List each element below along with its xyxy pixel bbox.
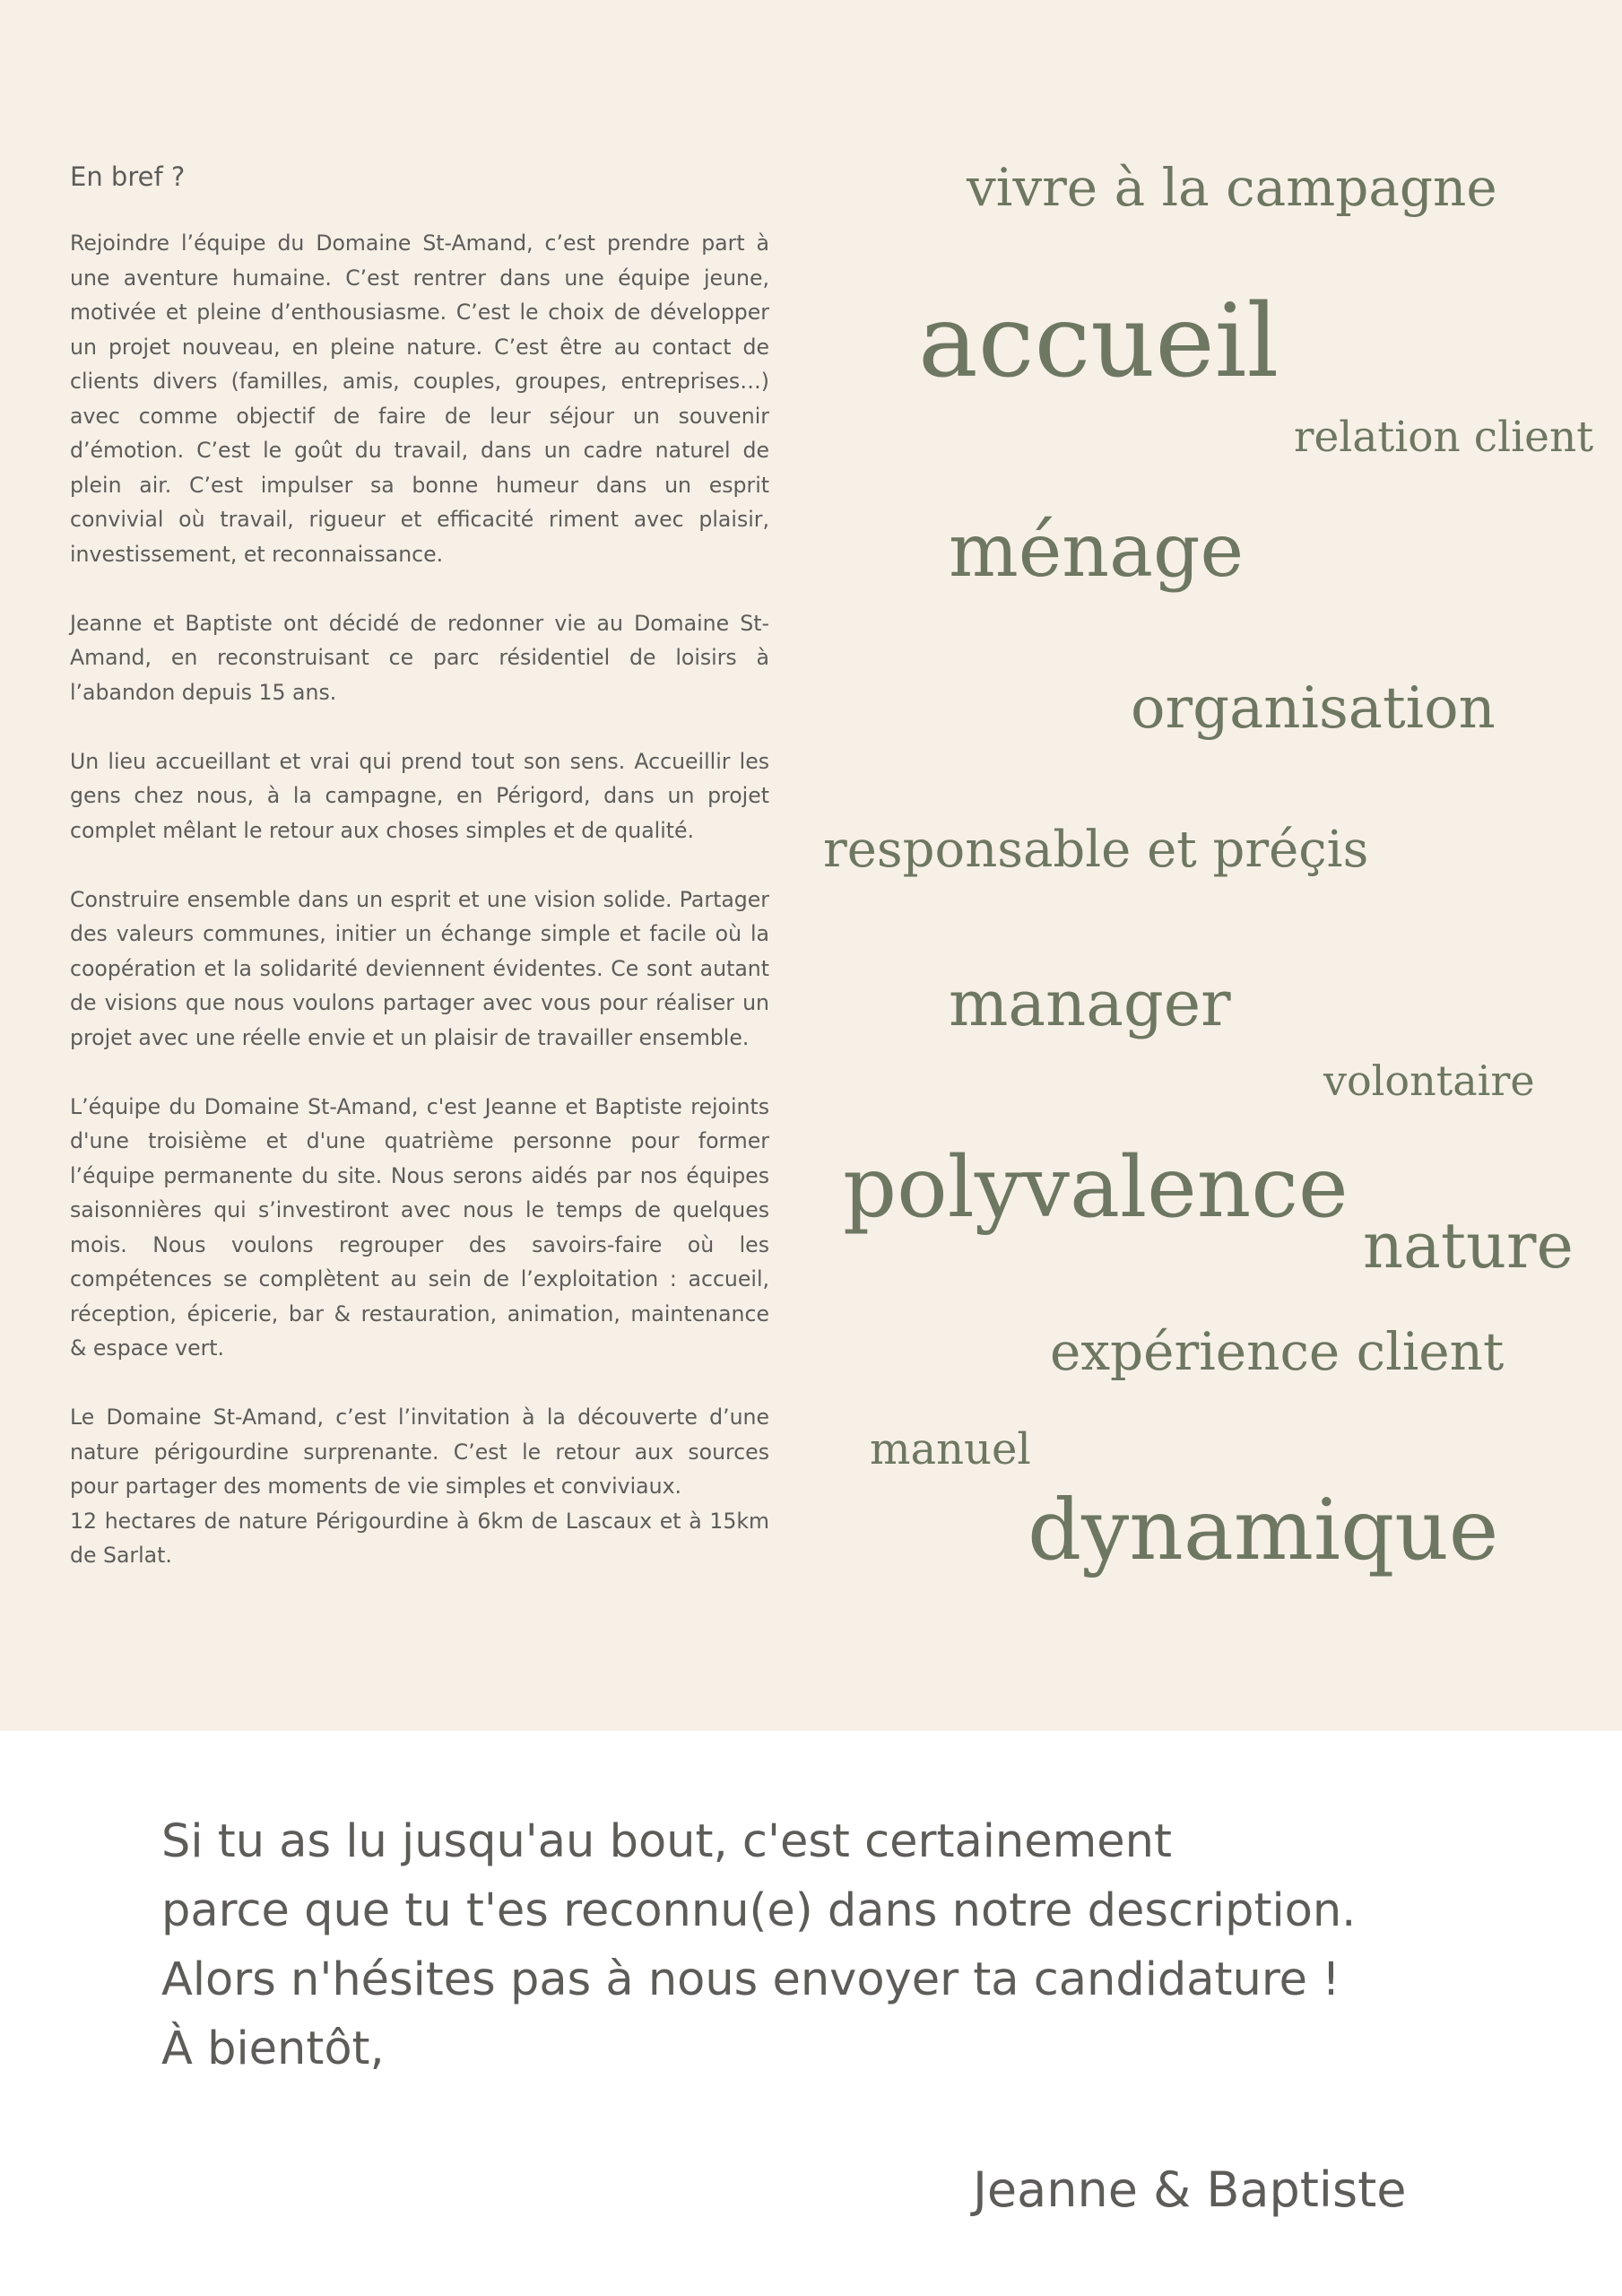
word-organisation: organisation (1131, 675, 1496, 742)
word-manuel: manuel (870, 1424, 1031, 1474)
intro-paragraph-3: Un lieu accueillant et vrai qui prend tout son sens. Accueillir les gens chez nous, à la campagne, en Périgord, dans un projet complet mêlant le retour aux choses simples et de qualité. (70, 748, 769, 843)
closing-line-3: Alors n'hésites pas à nous envoyer ta candidature ! (161, 1953, 1340, 2006)
word-volontaire: volontaire (1323, 1057, 1535, 1105)
intro-paragraph-5: L’équipe du Domaine St-Amand, c'est Jeanne et Baptiste rejoints d'une troisième et d'une quatrième personne pour former l’équipe permanente du site. Nous serons aidés par nos équipes saisonnières qui s’investiront avec nous le temps de quelques mois. Nous voulons regrouper des savoirs-faire où les compétences se complètent au sein de l’exploitation : accueil, réception, épicerie, bar & restauration, animation, maintenance & espace vert. (70, 1093, 769, 1361)
closing-line-1: Si tu as lu jusqu'au bout, c'est certainement (161, 1815, 1173, 1868)
intro-paragraph-4: Construire ensemble dans un esprit et une vision solide. Partager des valeurs communes, initier un échange simple et facile où la coopération et la solidarité deviennent évidentes. Ce sont autant de visions que nous voulons partager avec vous pour réaliser un projet avec une réelle envie et un plaisir de travailler ensemble. (70, 886, 769, 1050)
word-vivre-a-la-campagne: vivre à la campagne (967, 157, 1497, 218)
word-experience-client: expérience client (1050, 1321, 1505, 1382)
word-responsable-et-precis: responsable et préçis (823, 821, 1369, 879)
word-nature: nature (1363, 1209, 1574, 1283)
word-menage: ménage (949, 509, 1245, 594)
closing-line-2: parce que tu t'es reconnu(e) dans notre description. (161, 1884, 1357, 1937)
intro-heading: En bref ? (70, 161, 186, 192)
closing-message (161, 1807, 1560, 2083)
word-dynamique: dynamique (1028, 1482, 1499, 1579)
signature: Jeanne & Baptiste (973, 2161, 1407, 2218)
intro-paragraph-6: Le Domaine St-Amand, c’est l’invitation à la découverte d’une nature périgourdine surprenante. C’est le retour aux sources pour partager des moments de vie simples et conviviaux. 12 hectares de nature Périgourdine à 6km de Lascaux et à 15km de Sarlat. (70, 1405, 769, 1568)
intro-paragraph-1: Rejoindre l’équipe du Domaine St-Amand, c’est prendre part à une aventure humaine. C’est rentrer dans une équipe jeune, motivée et pleine d’enthousiasme. C’est le choix de développer un projet nouveau, en pleine nature. C’est être au contact de clients divers (familles, amis, couples, groupes, entreprises…) avec comme objectif de faire de leur séjour un souvenir d’émotion. C’est le goût du travail, dans un cadre naturel de plein air. C’est impulser sa bonne humeur dans un esprit convivial où travail, rigueur et efficacité riment avec plaisir, investissement, et reconnaissance. (70, 230, 769, 567)
word-accueil: accueil (918, 283, 1279, 400)
word-polyvalence: polyvalence (843, 1139, 1349, 1237)
word-relation-client: relation client (1294, 413, 1594, 462)
word-manager: manager (949, 967, 1231, 1040)
intro-paragraph-2: Jeanne et Baptiste ont décidé de redonner vie au Domaine St-Amand, en reconstruisant ce parc résidentiel de loisirs à l’abandon depuis 15 ans. (70, 610, 769, 705)
closing-line-4: À bientôt, (161, 2022, 385, 2075)
